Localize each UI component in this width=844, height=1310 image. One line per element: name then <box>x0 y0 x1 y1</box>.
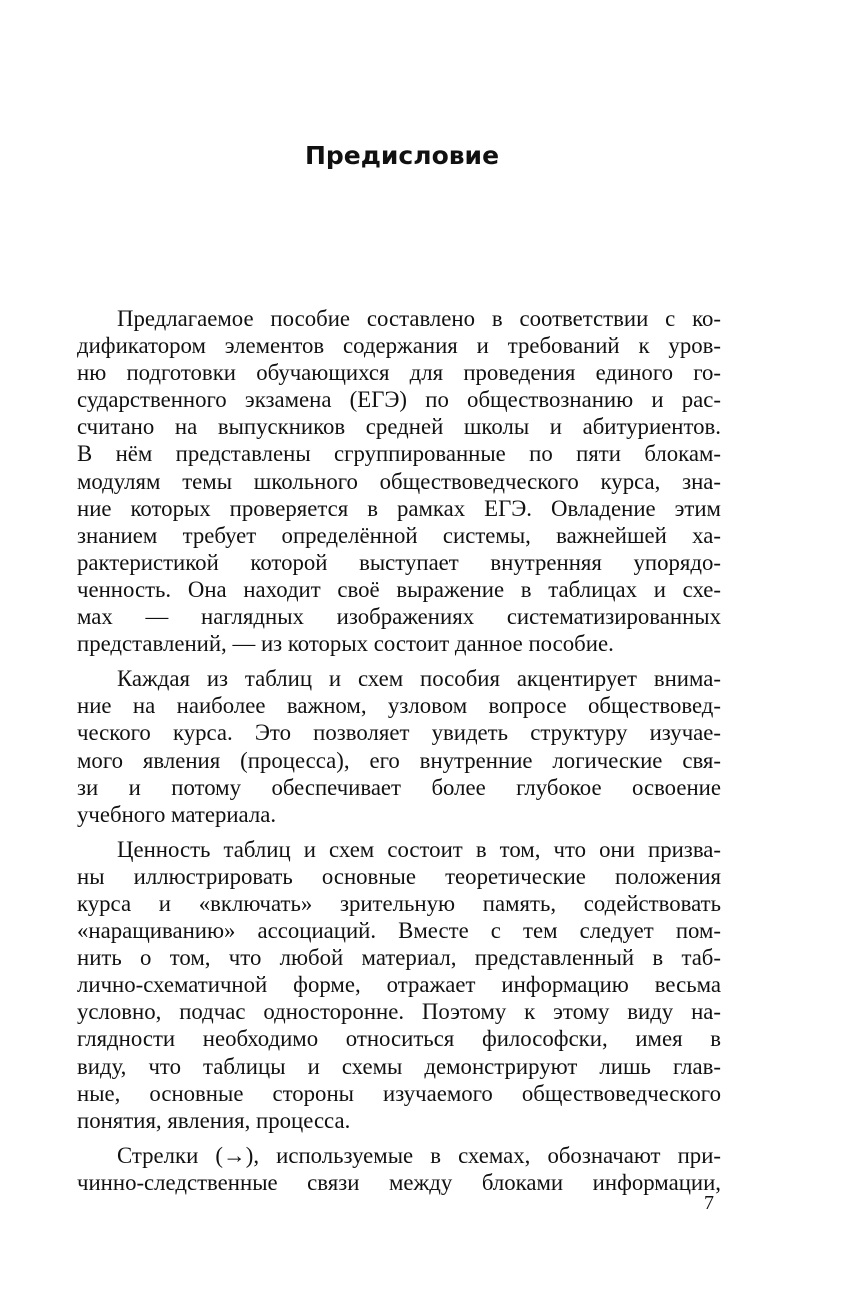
text-line: зи и потому обеспечивает более глубокое освоение <box>77 774 721 800</box>
text-line: учебного материала. <box>77 801 277 827</box>
text-line: курса и «включать» зрительную память, содействовать <box>77 890 721 916</box>
paragraph <box>77 665 721 828</box>
text-line: ние которых проверяется в рамках ЕГЭ. Овладение этим <box>77 495 721 521</box>
text-line: чинно-следственные связи между блоками информации, <box>77 1169 721 1195</box>
text-line: нить о том, что любой материал, представленный в таб- <box>77 945 721 971</box>
text-line: считано на выпускников средней школы и абитуриентов. <box>77 414 721 440</box>
text-line: представлений, — из которых состоит данное пособие. <box>77 631 614 657</box>
text-line: ны иллюстрировать основные теоретические положения <box>77 863 721 889</box>
text-line: ченность. Она находит своё выражение в таблицах и схе- <box>77 576 721 602</box>
text-line: «наращиванию» ассоциаций. Вместе с тем следует пом- <box>77 918 721 944</box>
text-line: мах — наглядных изображениях систематизированных <box>77 604 721 630</box>
text-line: В нём представлены сгруппированные по пяти блокам- <box>77 441 721 467</box>
text-line: мого явления (процесса), его внутренние логические свя- <box>77 747 721 773</box>
text-line: сударственного экзамена (ЕГЭ) по обществознанию и рас- <box>77 387 721 413</box>
paragraph <box>77 1142 721 1196</box>
text-line: условно, подчас односторонне. Поэтому к этому виду на- <box>77 999 721 1025</box>
text-line: глядности необходимо относиться философски, имея в <box>77 1026 721 1052</box>
text-line: ню подготовки обучающихся для проведения единого го- <box>77 360 721 386</box>
body-text <box>77 305 721 1196</box>
text-line: Ценность таблиц и схем состоит в том, что они призва- <box>117 836 721 862</box>
paragraph <box>77 836 721 1134</box>
text-line: знанием требует определённой системы, важнейшей ха- <box>77 522 721 548</box>
paragraph <box>77 305 721 657</box>
text-line: дификатором элементов содержания и требований к уров- <box>77 333 721 359</box>
text-line: понятия, явления, процесса. <box>77 1107 351 1133</box>
text-line: Предлагаемое пособие составлено в соответствии с ко- <box>117 306 721 331</box>
text-line: ческого курса. Это позволяет увидеть структуру изучае- <box>77 720 721 746</box>
chapter-title: Предисловие <box>304 141 500 170</box>
text-line: ние на наиболее важном, узловом вопросе обществовед- <box>77 693 721 719</box>
text-line: рактеристикой которой выступает внутренняя упорядо- <box>77 549 721 575</box>
text-line: ные, основные стороны изучаемого обществоведческого <box>77 1080 721 1106</box>
text-line: виду, что таблицы и схемы демонстрируют лишь глав- <box>77 1053 721 1079</box>
text-line: Стрелки (→), используемые в схемах, обозначают при- <box>117 1142 721 1168</box>
page-number: 7 <box>704 1192 714 1214</box>
text-line: Каждая из таблиц и схем пособия акцентирует внима- <box>117 666 721 692</box>
text-line: лично-схематичной форме, отражает информацию весьма <box>77 972 721 998</box>
text-line: модулям темы школьного обществоведческого курса, зна- <box>77 468 721 494</box>
